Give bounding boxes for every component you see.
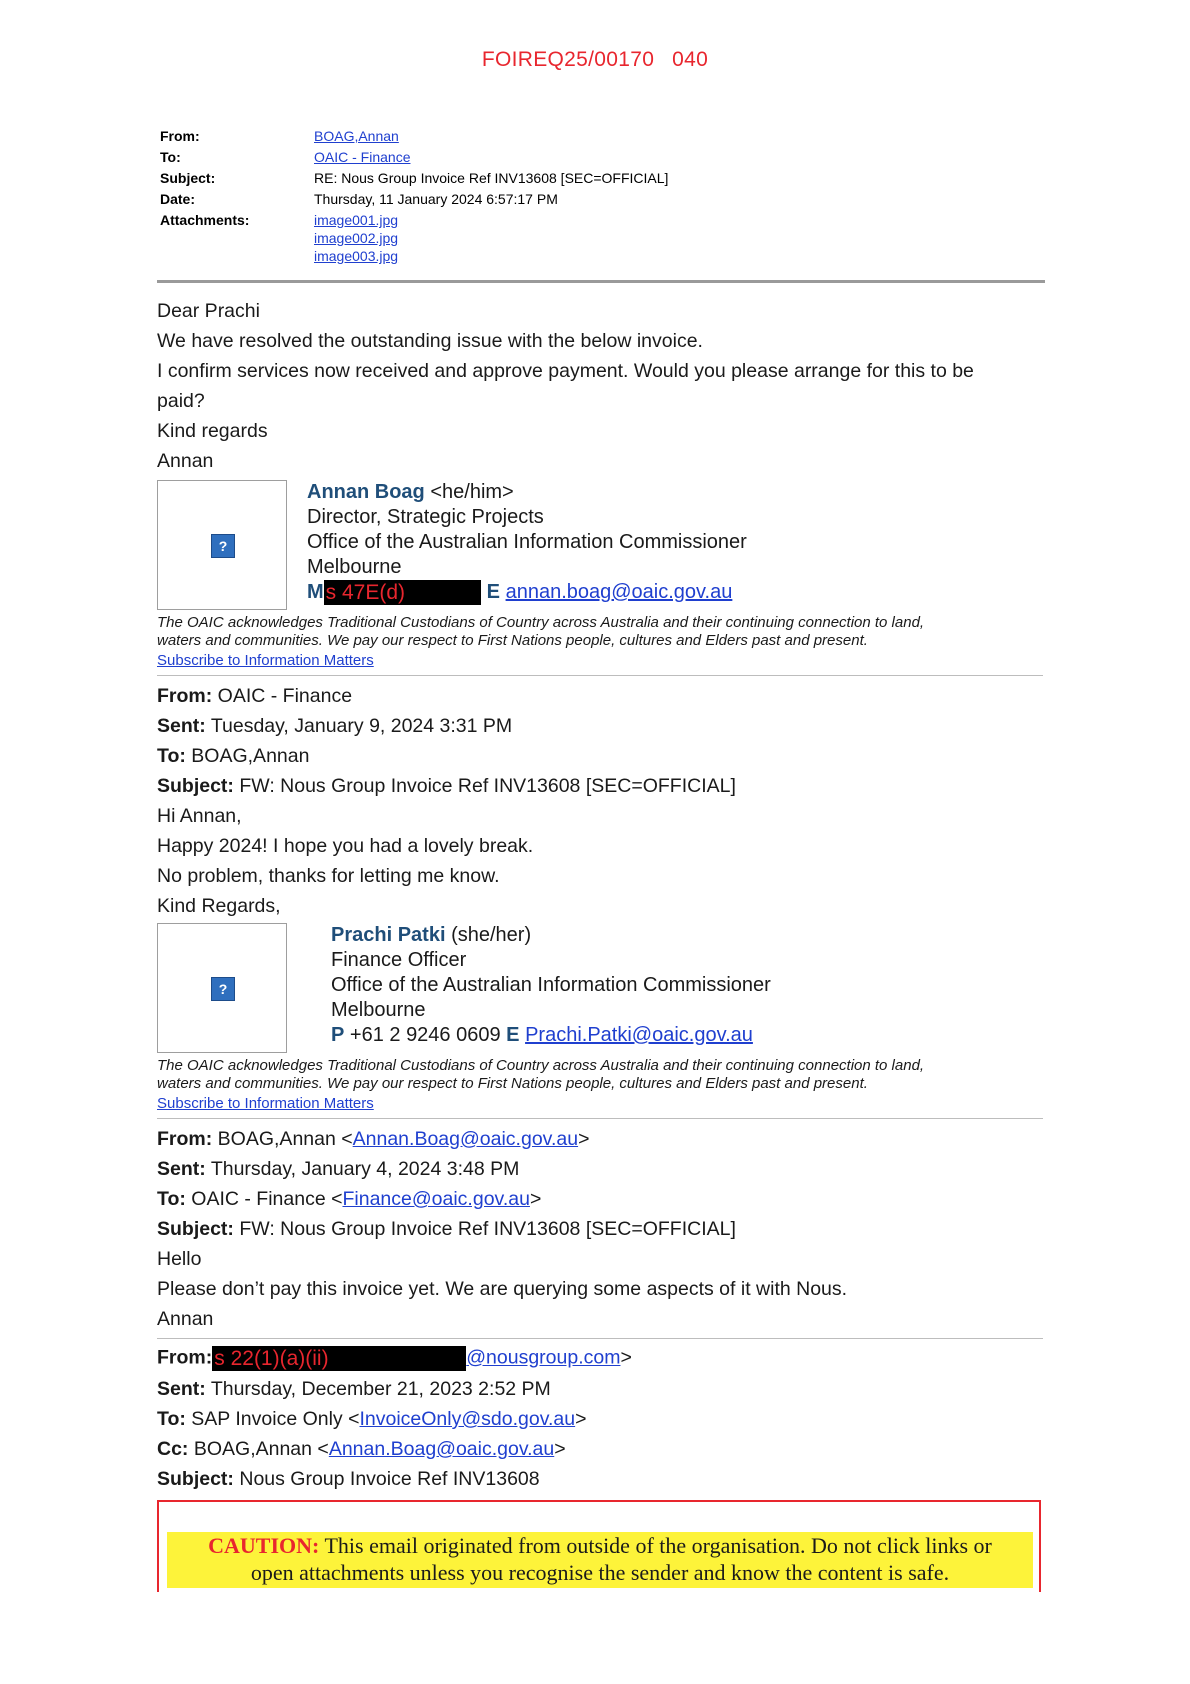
from-link[interactable]: BOAG,Annan: [314, 128, 399, 144]
caution-banner: [167, 1532, 1033, 1588]
msg1-sender: Annan: [157, 450, 214, 472]
msg4-cc: [157, 1438, 566, 1461]
sig-org: Office of the Australian Information Commissioner: [307, 531, 747, 553]
sig-email-label: E: [506, 1024, 520, 1046]
sent-label: Sent:: [157, 1378, 206, 1400]
ack-line: waters and communities. We pay our respect to First Nations people, cultures and Elders past and present.: [157, 1075, 868, 1092]
msg4-sent: [157, 1378, 551, 1401]
attachment-link[interactable]: image002.jpg: [314, 230, 399, 246]
message-divider: [157, 1338, 1043, 1339]
msg1-line: We have resolved the outstanding issue with the below invoice.: [157, 330, 703, 352]
to-label: To:: [157, 1188, 186, 1210]
sig-email-link[interactable]: annan.boag@oaic.gov.au: [505, 581, 733, 603]
attachment-link[interactable]: image003.jpg: [314, 248, 399, 264]
sent-label: Sent:: [157, 715, 206, 737]
msg2-sent: [157, 715, 512, 738]
signature-prachi: [331, 923, 771, 1048]
msg2-to: [157, 745, 309, 768]
attachments-label: Attachments:: [160, 212, 250, 228]
msg2-from: [157, 685, 352, 708]
msg3-sent: [157, 1158, 519, 1181]
msg3-line: Please don’t pay this invoice yet. We are querying some aspects of it with Nous.: [157, 1278, 848, 1300]
msg1-signoff: Kind regards: [157, 420, 268, 442]
sig-email-label: E: [486, 581, 501, 603]
from-email-link[interactable]: @nousgroup.com: [466, 1346, 621, 1369]
sig-title: Finance Officer: [331, 949, 467, 971]
sig-phone-label: P: [331, 1024, 345, 1046]
attachments-list: [314, 211, 398, 265]
subscribe-link[interactable]: Subscribe to Information Matters: [157, 652, 374, 669]
sig-name: Annan Boag: [307, 481, 425, 503]
header-divider: [157, 280, 1045, 283]
msg3-line: Annan: [157, 1308, 214, 1330]
from-value: OAIC - Finance: [212, 685, 353, 707]
message-divider: [157, 675, 1043, 676]
msg2-subject: [157, 775, 736, 798]
caution-label: CAUTION:: [208, 1533, 320, 1558]
sig-org: Office of the Australian Information Commissioner: [331, 974, 771, 996]
msg4-subject: [157, 1468, 540, 1491]
ack-line: waters and communities. We pay our respect to First Nations people, cultures and Elders past and present.: [157, 632, 868, 649]
to-close: >: [529, 1188, 542, 1210]
from-label: From:: [157, 685, 213, 707]
caution-text: open attachments unless you recognise the sender and know the content is safe.: [250, 1560, 950, 1585]
acknowledgement-text: [157, 1057, 924, 1093]
msg1-greeting: Dear Prachi: [157, 300, 260, 322]
cc-value: BOAG,Annan <: [188, 1438, 329, 1460]
signature-annan: [307, 480, 747, 605]
foi-page-number: 040: [672, 48, 709, 71]
msg2-line: Happy 2024! I hope you had a lovely break.: [157, 835, 534, 857]
msg3-from: [157, 1128, 589, 1151]
sig-city: Melbourne: [331, 999, 426, 1021]
attachment-link[interactable]: image001.jpg: [314, 212, 399, 228]
subscribe-link[interactable]: Subscribe to Information Matters: [157, 1095, 374, 1112]
sent-value: Tuesday, January 9, 2024 3:31 PM: [205, 715, 513, 737]
sig-city: Melbourne: [307, 556, 402, 578]
subject-value: Nous Group Invoice Ref INV13608: [233, 1468, 540, 1490]
signature-image-placeholder: [157, 923, 287, 1053]
missing-image-icon: ?: [211, 977, 235, 1001]
to-label: To:: [160, 149, 181, 165]
subject-label: Subject:: [157, 775, 234, 797]
foi-request-number: FOIREQ25/00170: [481, 48, 655, 71]
ack-line: The OAIC acknowledges Traditional Custodians of Country across Australia and their continuing connection to land,: [157, 614, 925, 631]
msg1-line: paid?: [157, 390, 205, 412]
msg3-subject: [157, 1218, 736, 1241]
to-value: OAIC - Finance <: [185, 1188, 343, 1210]
from-close: >: [578, 1128, 590, 1150]
sent-label: Sent:: [157, 1158, 206, 1180]
acknowledgement-text: [157, 614, 924, 650]
msg2-line: No problem, thanks for letting me know.: [157, 865, 500, 887]
email-header: [160, 126, 668, 265]
sig-pronoun: <he/him>: [424, 481, 514, 503]
cc-email-link[interactable]: Annan.Boag@oaic.gov.au: [328, 1438, 555, 1460]
from-email-link[interactable]: Annan.Boag@oaic.gov.au: [352, 1128, 579, 1150]
subject-value: FW: Nous Group Invoice Ref INV13608 [SEC=OFFICIAL]: [233, 775, 736, 797]
msg2-line: Kind Regards,: [157, 895, 281, 917]
missing-image-icon: ?: [211, 534, 235, 558]
redaction-box: s 22(1)(a)(ii): [212, 1346, 466, 1371]
sig-name: Prachi Patki: [331, 924, 446, 946]
subject-value: FW: Nous Group Invoice Ref INV13608 [SEC=OFFICIAL]: [233, 1218, 736, 1240]
msg1-line: I confirm services now received and approve payment. Would you please arrange for this to be: [157, 360, 974, 382]
date-value: Thursday, 11 January 2024 6:57:17 PM: [314, 191, 558, 207]
sent-value: Thursday, January 4, 2024 3:48 PM: [205, 1158, 520, 1180]
from-label: From:: [157, 1346, 213, 1369]
foi-reference: [0, 48, 1190, 72]
msg3-line: Hello: [157, 1248, 202, 1270]
to-email-link[interactable]: Finance@oaic.gov.au: [342, 1188, 530, 1210]
subject-label: Subject:: [157, 1468, 234, 1490]
from-label: From:: [157, 1128, 213, 1150]
msg3-to: [157, 1188, 541, 1211]
to-label: To:: [157, 745, 186, 767]
msg2-line: Hi Annan,: [157, 805, 242, 827]
to-value: BOAG,Annan: [185, 745, 310, 767]
to-link[interactable]: OAIC - Finance: [314, 149, 411, 165]
ack-line: The OAIC acknowledges Traditional Custodians of Country across Australia and their continuing connection to land,: [157, 1057, 925, 1074]
cc-label: Cc:: [157, 1438, 189, 1460]
subject-label: Subject:: [157, 1218, 234, 1240]
redaction-box: s 47E(d): [324, 580, 481, 605]
caution-text: This email originated from outside of the organisation. Do not click links or: [319, 1533, 992, 1558]
from-close: >: [620, 1346, 632, 1369]
to-value: SAP Invoice Only <: [185, 1408, 360, 1430]
msg4-from: [157, 1346, 632, 1371]
message-divider: [157, 1118, 1043, 1119]
sig-phone: +61 2 9246 0609: [344, 1024, 507, 1046]
date-label: Date:: [160, 191, 196, 207]
from-value: BOAG,Annan <: [212, 1128, 353, 1150]
sig-title: Director, Strategic Projects: [307, 506, 544, 528]
to-email-link[interactable]: InvoiceOnly@sdo.gov.au: [359, 1408, 576, 1430]
sig-mobile-label: M: [307, 581, 324, 603]
msg4-to: [157, 1408, 587, 1431]
cc-close: >: [554, 1438, 566, 1460]
to-label: To:: [157, 1408, 186, 1430]
sig-email-link[interactable]: Prachi.Patki@oaic.gov.au: [525, 1024, 753, 1046]
subject-label: Subject:: [160, 170, 216, 186]
sent-value: Thursday, December 21, 2023 2:52 PM: [205, 1378, 551, 1400]
subject-value: RE: Nous Group Invoice Ref INV13608 [SEC=OFFICIAL]: [314, 170, 669, 186]
from-label: From:: [160, 128, 200, 144]
sig-pronoun: (she/her): [445, 924, 532, 946]
signature-image-placeholder: [157, 480, 287, 610]
to-close: >: [575, 1408, 587, 1430]
